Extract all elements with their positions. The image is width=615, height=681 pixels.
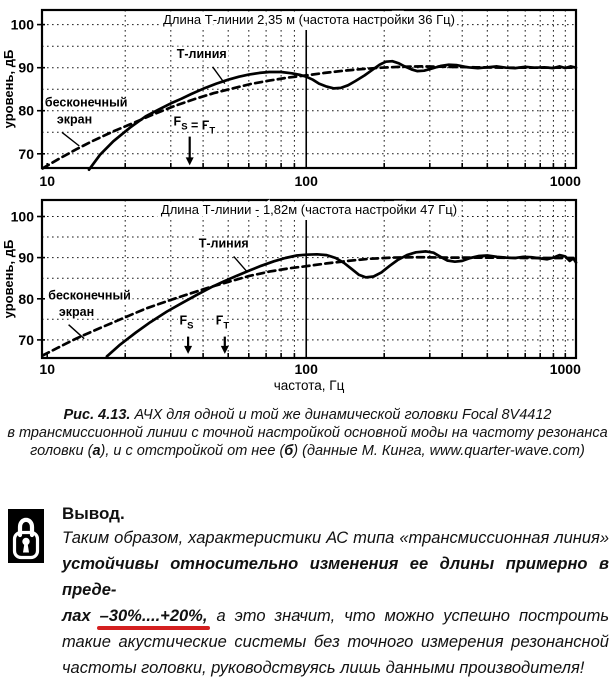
- caption-line: в трансмиссионной линии с точной настройкой основной моды на частоту резонанса: [7, 425, 608, 441]
- y-tick-label: 70: [18, 331, 34, 348]
- down-arrow-head: [186, 157, 194, 165]
- series-t-line: [107, 251, 576, 356]
- x-tick-label: 100: [294, 173, 318, 189]
- x-tick-label: 10: [39, 361, 55, 377]
- annotation-label: экран: [56, 112, 93, 127]
- annotation-pointer: [234, 256, 247, 271]
- plot-border: [42, 200, 576, 358]
- y-axis-label: уровень, дБ: [1, 49, 16, 129]
- conclusion-heading: Вывод.: [62, 504, 125, 523]
- conclusion-line: лах –30%....+20%, а это значит, что можно успешно построить: [62, 607, 609, 625]
- y-axis-label: уровень, дБ: [1, 239, 16, 319]
- down-arrow-head: [221, 346, 229, 354]
- y-tick-label: 90: [18, 249, 34, 266]
- conclusion-line: устойчивы относительно изменения ее длины примерно в преде-: [62, 555, 609, 599]
- y-tick-label: 90: [18, 59, 34, 76]
- frequency-marker-label: $F_S$: [179, 313, 194, 332]
- conclusion-block: [0, 503, 615, 681]
- annotation-label: Т-линия: [176, 47, 227, 62]
- y-tick-label: 100: [10, 16, 34, 33]
- caption-line: Рис. 4.13. АЧХ для одной и той же динамической головки Focal 8V4412: [63, 407, 552, 423]
- frequency-marker-label: $F_S = F_T$: [173, 114, 216, 137]
- annotation-label: бесконечный: [48, 288, 131, 303]
- x-axis-label: частота, Гц: [273, 378, 345, 393]
- y-tick-label: 70: [18, 145, 34, 162]
- annotation-label: бесконечный: [44, 95, 128, 110]
- conclusion-line: частоты головки, руководствуясь лишь данными производителя!: [62, 659, 585, 677]
- y-tick-label: 80: [18, 102, 34, 119]
- y-tick-label: 80: [18, 290, 34, 307]
- gridlines: [42, 10, 576, 168]
- annotation-label: экран: [58, 305, 95, 319]
- caption-line: головки (а), и с отстройкой от нее (б) (данные М. Кинга, www.quarter-wave.com): [30, 443, 585, 459]
- conclusion-paragraph: [62, 525, 609, 681]
- x-tick-label: 10: [39, 173, 55, 189]
- frequency-marker-label: $F_T$: [215, 313, 230, 332]
- x-tick-label: 1000: [549, 361, 581, 377]
- down-arrow-head: [184, 346, 192, 354]
- annotation-pointer: [62, 132, 79, 146]
- series-infinite-baffle: [43, 66, 576, 168]
- figure-caption: [0, 406, 615, 460]
- conclusion-line: Таким образом, характеристики АС типа «трансмиссионная линия»: [62, 529, 609, 547]
- conclusion-text: [62, 503, 609, 681]
- x-tick-label: 1000: [549, 173, 581, 189]
- annotation-pointer: [69, 325, 85, 339]
- chart-title: Длина Т-линии 2,35 м (частота настройки 36 Гц): [163, 12, 455, 27]
- x-tick-label: 100: [294, 361, 318, 377]
- chart-a: [1, 10, 581, 189]
- series-infinite-baffle: [43, 257, 576, 355]
- lock-icon: [8, 509, 44, 563]
- y-tick-label: 100: [10, 208, 34, 225]
- conclusion-line: такие акустические системы без точного измерения резонансной: [62, 633, 609, 651]
- annotation-pointer: [213, 67, 225, 84]
- annotation-label: Т-линия: [198, 236, 249, 251]
- chart-b: [1, 200, 581, 377]
- gridlines: [42, 200, 576, 358]
- underlined-range: –30%....+20%,: [99, 607, 208, 625]
- chart-title: Длина Т-линии - 1,82м (частота настройки 47 Гц): [160, 202, 458, 217]
